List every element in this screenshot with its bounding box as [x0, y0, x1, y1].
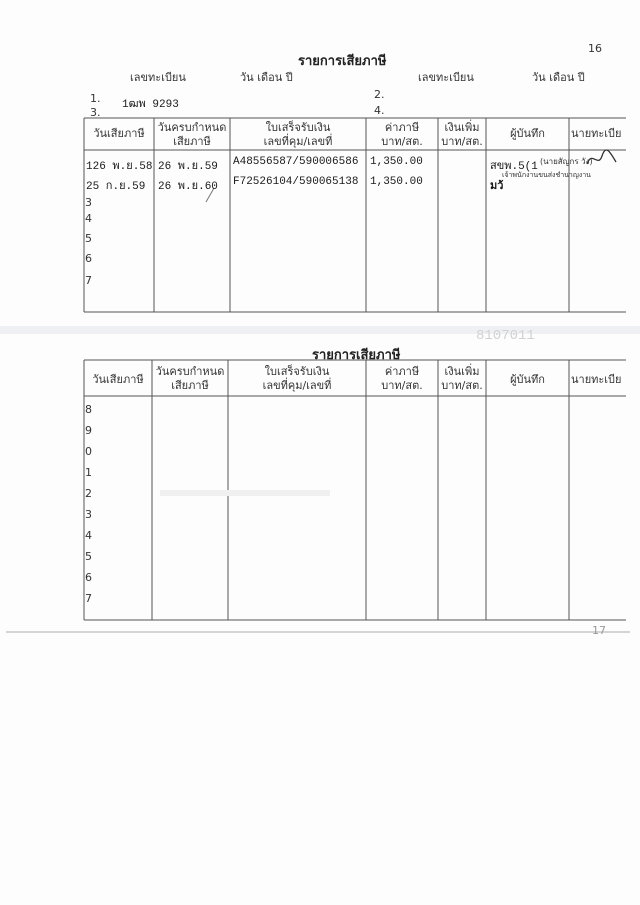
t1-header-tax-l1: ค่าภาษี [384, 121, 420, 134]
t1-row2-tax-date: 25 ก.ย.59 [86, 181, 146, 193]
t2-header-receipt-l1: ใบเสร็จรับเงิน [264, 365, 330, 378]
reg-row-num-1: 1. [90, 92, 101, 105]
t2-header-surcharge-l2: บาท/สต. [441, 379, 483, 392]
t2-rownum: 7 [85, 592, 92, 605]
t2-header-tax-l2: บาท/สต. [381, 379, 423, 392]
t1-header-surcharge-l2: บาท/สต. [441, 135, 483, 148]
left-date-label: วัน เดือน ปี [240, 71, 293, 84]
t2-rownum: 9 [85, 424, 92, 437]
t2-header-due-date-l2: เสียภาษี [171, 379, 209, 392]
t1-header-receipt-l1: ใบเสร็จรับเงิน [265, 121, 331, 134]
t2-rownum: 6 [85, 571, 92, 584]
t1-rownum: 7 [85, 274, 92, 287]
t2-header-tax-l1: ค่าภาษี [384, 365, 420, 378]
page-number-top: 16 [588, 42, 602, 55]
t1-row1-tax-date: 126 พ.ย.58 [86, 161, 153, 173]
t1-row1-recorder: สขพ.5(1 [490, 161, 538, 173]
t1-row2-tax: 1,350.00 [370, 176, 423, 188]
t2-header-surcharge-l1: เงินเพิ่ม [444, 365, 480, 378]
section-title-top: รายการเสียภาษี [298, 54, 387, 69]
reg-row-num-4: 4. [374, 104, 385, 117]
t1-rownum: 3 [85, 196, 92, 209]
t2-header-registrar: นายทะเบีย [571, 373, 622, 386]
t2-rownum: 3 [85, 508, 92, 521]
t1-header-tax-l2: บาท/สต. [381, 135, 423, 148]
t1-rownum: 4 [85, 212, 92, 225]
t1-row1-receipt: A48556587/590006586 [233, 156, 359, 168]
right-date-label: วัน เดือน ปี [532, 71, 585, 84]
t1-row1-registrar-note: (นายสัญกร วัง) [540, 157, 593, 166]
t1-header-due-date-l1: วันครบกำหนด [157, 121, 227, 134]
reg-row-num-2: 2. [374, 88, 385, 101]
page-number-bottom: 17 [592, 624, 606, 637]
t2-header-recorder: ผู้บันทึก [510, 373, 545, 386]
t1-row2-recorder: มว้ [490, 181, 504, 193]
left-reg-label: เลขทะเบียน [130, 71, 186, 84]
t2-header-receipt-l2: เลขที่คุม/เลขที่ [262, 379, 332, 392]
right-reg-label: เลขทะเบียน [418, 71, 474, 84]
t1-row2-due-date: 26 พ.ย.60 [158, 181, 218, 193]
t2-rownum: 5 [85, 550, 92, 563]
t1-rownum: 5 [85, 232, 92, 245]
t1-header-surcharge-l1: เงินเพิ่ม [444, 121, 480, 134]
t1-header-registrar: นายทะเบีย [571, 127, 622, 140]
t1-row1-due-date: 26 พ.ย.59 [158, 161, 218, 173]
t1-row1-registrar-note2: เจ้าพนักงานขนส่งชำนาญงาน [502, 171, 591, 179]
t2-rownum: 8 [85, 403, 92, 416]
t2-rownum: 1 [85, 466, 92, 479]
t1-header-recorder: ผู้บันทึก [510, 127, 545, 140]
t2-rownum: 0 [85, 445, 92, 458]
section-title-bottom: รายการเสียภาษี [312, 348, 401, 363]
t1-rownum: 6 [85, 252, 92, 265]
t1-row1-tax: 1,350.00 [370, 156, 423, 168]
t2-rownum: 4 [85, 529, 92, 542]
t1-header-receipt-l2: เลขที่คุม/เลขที่ [263, 135, 333, 148]
t1-row2-receipt: F72526104/590065138 [233, 176, 359, 188]
t1-header-tax-date: วันเสียภาษี [93, 127, 145, 140]
stamp-number: 8107011 [476, 328, 535, 344]
t2-rownum: 2 [85, 487, 92, 500]
t1-header-due-date-l2: เสียภาษี [173, 135, 211, 148]
t2-header-due-date-l1: วันครบกำหนด [155, 365, 225, 378]
reg-row-num-3: 3. [90, 106, 101, 119]
reg-row-value-1: 1ฒพ 9293 [122, 99, 179, 111]
bleed-through-mark [160, 490, 330, 496]
t2-header-tax-date: วันเสียภาษี [92, 373, 144, 386]
